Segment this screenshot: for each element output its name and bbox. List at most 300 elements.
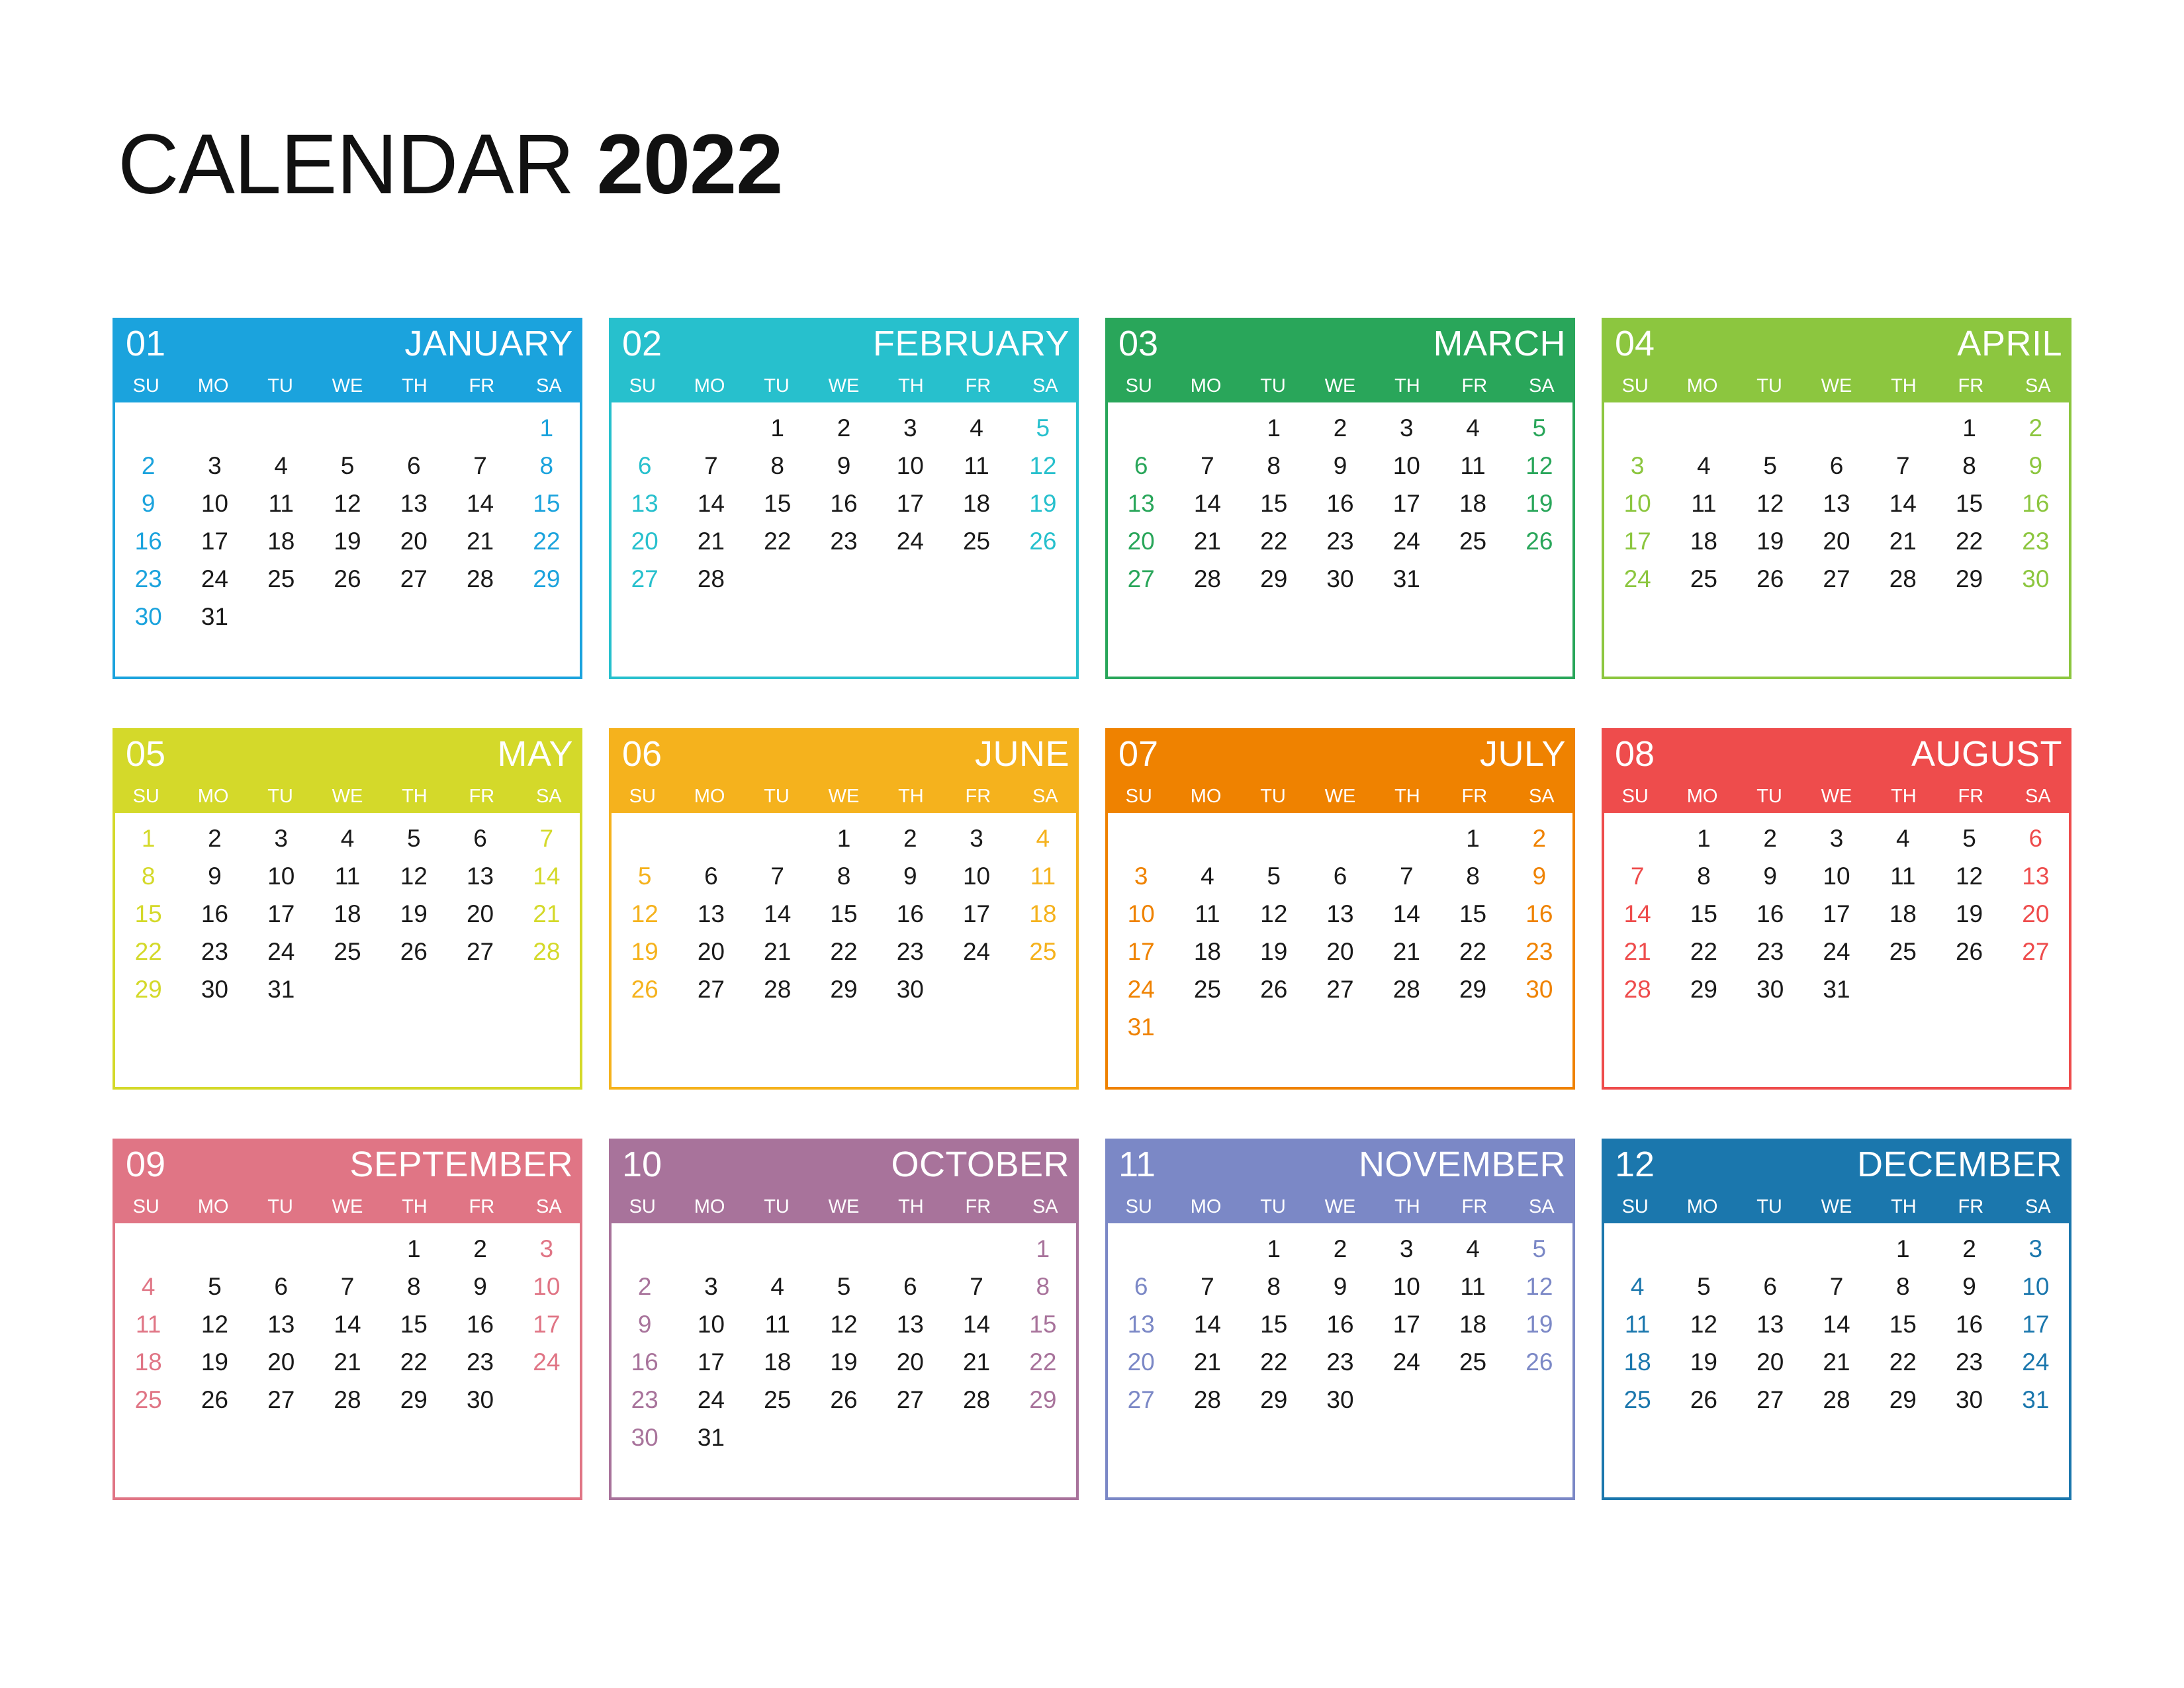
day-cell[interactable]: 14: [1889, 489, 1917, 517]
day-cell[interactable]: 28: [764, 975, 792, 1003]
day-cell[interactable]: 17: [533, 1310, 561, 1338]
day-cell[interactable]: 10: [1392, 451, 1420, 479]
day-cell[interactable]: 16: [1525, 900, 1553, 927]
day-cell[interactable]: 21: [334, 1348, 361, 1376]
day-cell[interactable]: 22: [1029, 1348, 1057, 1376]
day-cell[interactable]: 14: [533, 862, 561, 890]
day-cell[interactable]: 23: [1955, 1348, 1983, 1376]
day-cell[interactable]: 1: [1962, 414, 1976, 442]
day-cell[interactable]: 21: [533, 900, 561, 927]
day-cell[interactable]: 29: [533, 565, 561, 592]
day-cell[interactable]: 15: [1459, 900, 1487, 927]
day-cell[interactable]: 5: [1532, 1235, 1547, 1262]
day-cell[interactable]: 10: [201, 489, 228, 517]
day-cell[interactable]: 18: [1623, 1348, 1651, 1376]
day-cell[interactable]: 31: [201, 602, 228, 630]
day-cell[interactable]: 25: [134, 1385, 162, 1413]
day-cell[interactable]: 11: [764, 1310, 790, 1338]
day-cell[interactable]: 19: [1525, 1310, 1553, 1338]
day-cell[interactable]: 27: [1823, 565, 1850, 592]
day-cell[interactable]: 21: [764, 937, 792, 965]
day-cell[interactable]: 7: [473, 451, 487, 479]
day-cell[interactable]: 13: [896, 1310, 924, 1338]
day-cell[interactable]: 13: [1756, 1310, 1784, 1338]
day-cell[interactable]: 21: [1623, 937, 1651, 965]
day-cell[interactable]: 24: [962, 937, 991, 965]
day-cell[interactable]: 15: [1260, 489, 1288, 517]
day-cell[interactable]: 17: [1823, 900, 1850, 927]
day-cell[interactable]: 3: [1829, 824, 1844, 852]
day-cell[interactable]: 30: [134, 602, 162, 630]
day-cell[interactable]: 10: [1392, 1272, 1420, 1300]
day-cell[interactable]: 15: [1029, 1310, 1057, 1338]
day-cell[interactable]: 27: [2022, 937, 2050, 965]
day-cell[interactable]: 2: [473, 1235, 487, 1262]
day-cell[interactable]: 8: [1697, 862, 1711, 890]
day-cell[interactable]: 21: [466, 527, 494, 555]
day-cell[interactable]: 15: [400, 1310, 428, 1338]
day-cell[interactable]: 24: [267, 937, 295, 965]
day-cell[interactable]: 12: [1690, 1310, 1717, 1338]
day-cell[interactable]: 6: [1763, 1272, 1777, 1300]
day-cell[interactable]: 10: [1623, 489, 1651, 517]
day-cell[interactable]: 2: [903, 824, 917, 852]
day-cell[interactable]: 10: [2022, 1272, 2050, 1300]
day-cell[interactable]: 1: [1267, 414, 1281, 442]
day-cell[interactable]: 12: [1260, 900, 1288, 927]
day-cell[interactable]: 30: [1326, 1385, 1354, 1413]
day-cell[interactable]: 7: [539, 824, 554, 852]
day-cell[interactable]: 9: [837, 451, 851, 479]
day-cell[interactable]: 2: [1333, 414, 1347, 442]
day-cell[interactable]: 31: [1127, 1013, 1155, 1041]
day-cell[interactable]: 16: [830, 489, 858, 517]
day-cell[interactable]: 4: [1697, 451, 1711, 479]
day-cell[interactable]: 4: [340, 824, 355, 852]
day-cell[interactable]: 6: [1829, 451, 1844, 479]
day-cell[interactable]: 28: [533, 937, 561, 965]
day-cell[interactable]: 28: [466, 565, 494, 592]
day-cell[interactable]: 17: [201, 527, 228, 555]
day-cell[interactable]: 27: [466, 937, 494, 965]
day-cell[interactable]: 23: [466, 1348, 494, 1376]
day-cell[interactable]: 11: [1030, 862, 1056, 890]
day-cell[interactable]: 17: [267, 900, 295, 927]
day-cell[interactable]: 2: [141, 451, 156, 479]
day-cell[interactable]: 6: [1134, 1272, 1148, 1300]
day-cell[interactable]: 9: [473, 1272, 487, 1300]
day-cell[interactable]: 11: [1624, 1310, 1651, 1338]
day-cell[interactable]: 17: [697, 1348, 725, 1376]
day-cell[interactable]: 22: [134, 937, 162, 965]
day-cell[interactable]: 6: [704, 862, 718, 890]
day-cell[interactable]: 26: [1260, 975, 1288, 1003]
day-cell[interactable]: 24: [2022, 1348, 2050, 1376]
day-cell[interactable]: 15: [1260, 1310, 1288, 1338]
day-cell[interactable]: 11: [964, 451, 989, 479]
day-cell[interactable]: 22: [533, 527, 561, 555]
day-cell[interactable]: 27: [400, 565, 428, 592]
day-cell[interactable]: 16: [631, 1348, 659, 1376]
day-cell[interactable]: 14: [466, 489, 494, 517]
day-cell[interactable]: 15: [1889, 1310, 1917, 1338]
day-cell[interactable]: 26: [201, 1385, 228, 1413]
day-cell[interactable]: 14: [764, 900, 792, 927]
day-cell[interactable]: 26: [334, 565, 361, 592]
day-cell[interactable]: 1: [1697, 824, 1711, 852]
day-cell[interactable]: 25: [1623, 1385, 1651, 1413]
day-cell[interactable]: 13: [400, 489, 428, 517]
day-cell[interactable]: 18: [1690, 527, 1717, 555]
day-cell[interactable]: 11: [1460, 1272, 1486, 1300]
day-cell[interactable]: 1: [539, 414, 554, 442]
day-cell[interactable]: 17: [1127, 937, 1155, 965]
day-cell[interactable]: 4: [1036, 824, 1050, 852]
day-cell[interactable]: 23: [896, 937, 924, 965]
day-cell[interactable]: 14: [697, 489, 725, 517]
day-cell[interactable]: 7: [340, 1272, 355, 1300]
day-cell[interactable]: 5: [340, 451, 355, 479]
day-cell[interactable]: 13: [1326, 900, 1354, 927]
day-cell[interactable]: 9: [2028, 451, 2043, 479]
day-cell[interactable]: 6: [473, 824, 487, 852]
day-cell[interactable]: 19: [1525, 489, 1553, 517]
day-cell[interactable]: 29: [1690, 975, 1717, 1003]
day-cell[interactable]: 8: [837, 862, 851, 890]
day-cell[interactable]: 14: [962, 1310, 991, 1338]
day-cell[interactable]: 3: [1134, 862, 1148, 890]
day-cell[interactable]: 12: [1756, 489, 1784, 517]
day-cell[interactable]: 25: [1690, 565, 1717, 592]
day-cell[interactable]: 1: [1036, 1235, 1050, 1262]
day-cell[interactable]: 10: [533, 1272, 561, 1300]
day-cell[interactable]: 10: [896, 451, 924, 479]
day-cell[interactable]: 19: [201, 1348, 228, 1376]
day-cell[interactable]: 31: [1392, 565, 1420, 592]
day-cell[interactable]: 3: [704, 1272, 718, 1300]
day-cell[interactable]: 25: [962, 527, 991, 555]
day-cell[interactable]: 7: [1829, 1272, 1844, 1300]
day-cell[interactable]: 24: [1623, 565, 1651, 592]
day-cell[interactable]: 26: [1955, 937, 1983, 965]
day-cell[interactable]: 30: [1525, 975, 1553, 1003]
day-cell[interactable]: 16: [896, 900, 924, 927]
day-cell[interactable]: 7: [1399, 862, 1414, 890]
day-cell[interactable]: 22: [764, 527, 792, 555]
day-cell[interactable]: 17: [2022, 1310, 2050, 1338]
day-cell[interactable]: 20: [697, 937, 725, 965]
day-cell[interactable]: 23: [1326, 527, 1354, 555]
day-cell[interactable]: 2: [1532, 824, 1547, 852]
day-cell[interactable]: 1: [770, 414, 784, 442]
day-cell[interactable]: 3: [1630, 451, 1645, 479]
day-cell[interactable]: 24: [1392, 527, 1420, 555]
day-cell[interactable]: 13: [267, 1310, 295, 1338]
day-cell[interactable]: 8: [1267, 451, 1281, 479]
day-cell[interactable]: 12: [1955, 862, 1983, 890]
day-cell[interactable]: 11: [1460, 451, 1486, 479]
day-cell[interactable]: 5: [1267, 862, 1281, 890]
day-cell[interactable]: 3: [970, 824, 983, 852]
day-cell[interactable]: 28: [1193, 565, 1221, 592]
day-cell[interactable]: 14: [1392, 900, 1420, 927]
day-cell[interactable]: 20: [1127, 1348, 1155, 1376]
day-cell[interactable]: 4: [141, 1272, 156, 1300]
day-cell[interactable]: 21: [1823, 1348, 1850, 1376]
day-cell[interactable]: 25: [1029, 937, 1057, 965]
day-cell[interactable]: 17: [1392, 1310, 1420, 1338]
day-cell[interactable]: 17: [1623, 527, 1651, 555]
day-cell[interactable]: 29: [1260, 1385, 1288, 1413]
day-cell[interactable]: 18: [1889, 900, 1917, 927]
day-cell[interactable]: 24: [1392, 1348, 1420, 1376]
day-cell[interactable]: 22: [830, 937, 858, 965]
day-cell[interactable]: 7: [770, 862, 784, 890]
day-cell[interactable]: 3: [539, 1235, 554, 1262]
day-cell[interactable]: 21: [1889, 527, 1917, 555]
day-cell[interactable]: 28: [697, 565, 725, 592]
day-cell[interactable]: 7: [970, 1272, 983, 1300]
day-cell[interactable]: 8: [141, 862, 156, 890]
day-cell[interactable]: 2: [2028, 414, 2043, 442]
day-cell[interactable]: 12: [1525, 1272, 1553, 1300]
day-cell[interactable]: 3: [274, 824, 288, 852]
day-cell[interactable]: 13: [631, 489, 659, 517]
day-cell[interactable]: 27: [896, 1385, 924, 1413]
day-cell[interactable]: 25: [1459, 527, 1487, 555]
day-cell[interactable]: 20: [1823, 527, 1850, 555]
day-cell[interactable]: 25: [1459, 1348, 1487, 1376]
day-cell[interactable]: 26: [1525, 527, 1553, 555]
day-cell[interactable]: 20: [400, 527, 428, 555]
day-cell[interactable]: 9: [1333, 451, 1347, 479]
day-cell[interactable]: 18: [1193, 937, 1221, 965]
day-cell[interactable]: 7: [1201, 1272, 1214, 1300]
day-cell[interactable]: 10: [697, 1310, 725, 1338]
day-cell[interactable]: 24: [1127, 975, 1155, 1003]
day-cell[interactable]: 27: [631, 565, 659, 592]
day-cell[interactable]: 4: [1201, 862, 1214, 890]
day-cell[interactable]: 5: [406, 824, 421, 852]
day-cell[interactable]: 31: [267, 975, 295, 1003]
day-cell[interactable]: 3: [1399, 414, 1414, 442]
day-cell[interactable]: 15: [830, 900, 858, 927]
day-cell[interactable]: 15: [1690, 900, 1717, 927]
day-cell[interactable]: 4: [1895, 824, 1910, 852]
day-cell[interactable]: 25: [1889, 937, 1917, 965]
day-cell[interactable]: 24: [697, 1385, 725, 1413]
day-cell[interactable]: 27: [697, 975, 725, 1003]
day-cell[interactable]: 1: [1466, 824, 1480, 852]
day-cell[interactable]: 27: [1756, 1385, 1784, 1413]
day-cell[interactable]: 21: [1392, 937, 1420, 965]
day-cell[interactable]: 8: [1962, 451, 1976, 479]
day-cell[interactable]: 30: [1326, 565, 1354, 592]
day-cell[interactable]: 28: [1889, 565, 1917, 592]
day-cell[interactable]: 13: [697, 900, 725, 927]
day-cell[interactable]: 12: [400, 862, 428, 890]
day-cell[interactable]: 11: [334, 862, 361, 890]
day-cell[interactable]: 16: [201, 900, 228, 927]
day-cell[interactable]: 19: [400, 900, 428, 927]
day-cell[interactable]: 22: [1459, 937, 1487, 965]
day-cell[interactable]: 21: [697, 527, 725, 555]
day-cell[interactable]: 28: [1623, 975, 1651, 1003]
day-cell[interactable]: 11: [1890, 862, 1916, 890]
day-cell[interactable]: 28: [1823, 1385, 1850, 1413]
day-cell[interactable]: 15: [134, 900, 162, 927]
day-cell[interactable]: 29: [1260, 565, 1288, 592]
day-cell[interactable]: 18: [267, 527, 295, 555]
day-cell[interactable]: 30: [1955, 1385, 1983, 1413]
day-cell[interactable]: 26: [830, 1385, 858, 1413]
day-cell[interactable]: 1: [1895, 1235, 1910, 1262]
day-cell[interactable]: 8: [1895, 1272, 1910, 1300]
day-cell[interactable]: 6: [1134, 451, 1148, 479]
day-cell[interactable]: 14: [1193, 489, 1221, 517]
day-cell[interactable]: 23: [201, 937, 228, 965]
day-cell[interactable]: 2: [637, 1272, 652, 1300]
day-cell[interactable]: 23: [1326, 1348, 1354, 1376]
day-cell[interactable]: 31: [1823, 975, 1850, 1003]
day-cell[interactable]: 2: [1333, 1235, 1347, 1262]
day-cell[interactable]: 24: [533, 1348, 561, 1376]
day-cell[interactable]: 7: [704, 451, 718, 479]
day-cell[interactable]: 12: [334, 489, 361, 517]
day-cell[interactable]: 4: [1466, 414, 1480, 442]
day-cell[interactable]: 15: [533, 489, 561, 517]
day-cell[interactable]: 26: [1525, 1348, 1553, 1376]
day-cell[interactable]: 8: [406, 1272, 421, 1300]
day-cell[interactable]: 25: [764, 1385, 792, 1413]
day-cell[interactable]: 28: [334, 1385, 361, 1413]
day-cell[interactable]: 10: [267, 862, 295, 890]
day-cell[interactable]: 18: [764, 1348, 792, 1376]
day-cell[interactable]: 5: [837, 1272, 851, 1300]
day-cell[interactable]: 5: [637, 862, 652, 890]
day-cell[interactable]: 24: [896, 527, 924, 555]
day-cell[interactable]: 16: [466, 1310, 494, 1338]
day-cell[interactable]: 16: [1955, 1310, 1983, 1338]
day-cell[interactable]: 5: [1697, 1272, 1711, 1300]
day-cell[interactable]: 20: [1756, 1348, 1784, 1376]
day-cell[interactable]: 5: [1532, 414, 1547, 442]
day-cell[interactable]: 11: [1195, 900, 1220, 927]
day-cell[interactable]: 5: [1763, 451, 1777, 479]
day-cell[interactable]: 22: [400, 1348, 428, 1376]
day-cell[interactable]: 21: [1193, 527, 1221, 555]
day-cell[interactable]: 6: [2028, 824, 2043, 852]
day-cell[interactable]: 13: [1823, 489, 1850, 517]
day-cell[interactable]: 20: [267, 1348, 295, 1376]
day-cell[interactable]: 18: [1029, 900, 1057, 927]
day-cell[interactable]: 29: [1459, 975, 1487, 1003]
day-cell[interactable]: 12: [1029, 451, 1057, 479]
day-cell[interactable]: 14: [334, 1310, 361, 1338]
day-cell[interactable]: 31: [2022, 1385, 2050, 1413]
day-cell[interactable]: 2: [1962, 1235, 1976, 1262]
day-cell[interactable]: 10: [1127, 900, 1155, 927]
day-cell[interactable]: 22: [1955, 527, 1983, 555]
day-cell[interactable]: 20: [2022, 900, 2050, 927]
day-cell[interactable]: 5: [1036, 414, 1050, 442]
day-cell[interactable]: 20: [466, 900, 494, 927]
day-cell[interactable]: 20: [631, 527, 659, 555]
day-cell[interactable]: 4: [970, 414, 983, 442]
day-cell[interactable]: 19: [1029, 489, 1057, 517]
day-cell[interactable]: 18: [962, 489, 991, 517]
day-cell[interactable]: 9: [1763, 862, 1777, 890]
day-cell[interactable]: 27: [1326, 975, 1354, 1003]
day-cell[interactable]: 15: [1955, 489, 1983, 517]
day-cell[interactable]: 13: [466, 862, 494, 890]
day-cell[interactable]: 17: [896, 489, 924, 517]
day-cell[interactable]: 30: [1756, 975, 1784, 1003]
day-cell[interactable]: 20: [896, 1348, 924, 1376]
day-cell[interactable]: 6: [406, 451, 421, 479]
day-cell[interactable]: 22: [1260, 1348, 1288, 1376]
day-cell[interactable]: 23: [2022, 527, 2050, 555]
day-cell[interactable]: 6: [1333, 862, 1347, 890]
day-cell[interactable]: 31: [697, 1423, 725, 1451]
day-cell[interactable]: 6: [274, 1272, 288, 1300]
day-cell[interactable]: 26: [1029, 527, 1057, 555]
day-cell[interactable]: 23: [134, 565, 162, 592]
day-cell[interactable]: 25: [334, 937, 361, 965]
day-cell[interactable]: 16: [2022, 489, 2050, 517]
day-cell[interactable]: 12: [1525, 451, 1553, 479]
day-cell[interactable]: 14: [1193, 1310, 1221, 1338]
day-cell[interactable]: 19: [1756, 527, 1784, 555]
day-cell[interactable]: 24: [1823, 937, 1850, 965]
day-cell[interactable]: 29: [830, 975, 858, 1003]
day-cell[interactable]: 14: [1623, 900, 1651, 927]
day-cell[interactable]: 8: [1036, 1272, 1050, 1300]
day-cell[interactable]: 30: [2022, 565, 2050, 592]
day-cell[interactable]: 27: [1127, 1385, 1155, 1413]
day-cell[interactable]: 6: [903, 1272, 917, 1300]
day-cell[interactable]: 2: [1763, 824, 1777, 852]
day-cell[interactable]: 9: [141, 489, 156, 517]
day-cell[interactable]: 19: [1690, 1348, 1717, 1376]
day-cell[interactable]: 16: [134, 527, 162, 555]
day-cell[interactable]: 13: [2022, 862, 2050, 890]
day-cell[interactable]: 23: [631, 1385, 659, 1413]
day-cell[interactable]: 1: [837, 824, 851, 852]
day-cell[interactable]: 30: [631, 1423, 659, 1451]
day-cell[interactable]: 19: [1260, 937, 1288, 965]
day-cell[interactable]: 9: [208, 862, 222, 890]
day-cell[interactable]: 4: [274, 451, 288, 479]
day-cell[interactable]: 10: [1823, 862, 1850, 890]
day-cell[interactable]: 8: [1466, 862, 1480, 890]
day-cell[interactable]: 3: [2028, 1235, 2043, 1262]
day-cell[interactable]: 9: [1532, 862, 1547, 890]
day-cell[interactable]: 29: [400, 1385, 428, 1413]
day-cell[interactable]: 12: [631, 900, 659, 927]
day-cell[interactable]: 24: [201, 565, 228, 592]
day-cell[interactable]: 11: [1691, 489, 1717, 517]
day-cell[interactable]: 27: [1127, 565, 1155, 592]
day-cell[interactable]: 22: [1889, 1348, 1917, 1376]
day-cell[interactable]: 12: [830, 1310, 858, 1338]
day-cell[interactable]: 8: [770, 451, 784, 479]
day-cell[interactable]: 26: [631, 975, 659, 1003]
day-cell[interactable]: 4: [1466, 1235, 1480, 1262]
day-cell[interactable]: 10: [962, 862, 991, 890]
day-cell[interactable]: 19: [334, 527, 361, 555]
day-cell[interactable]: 25: [1193, 975, 1221, 1003]
